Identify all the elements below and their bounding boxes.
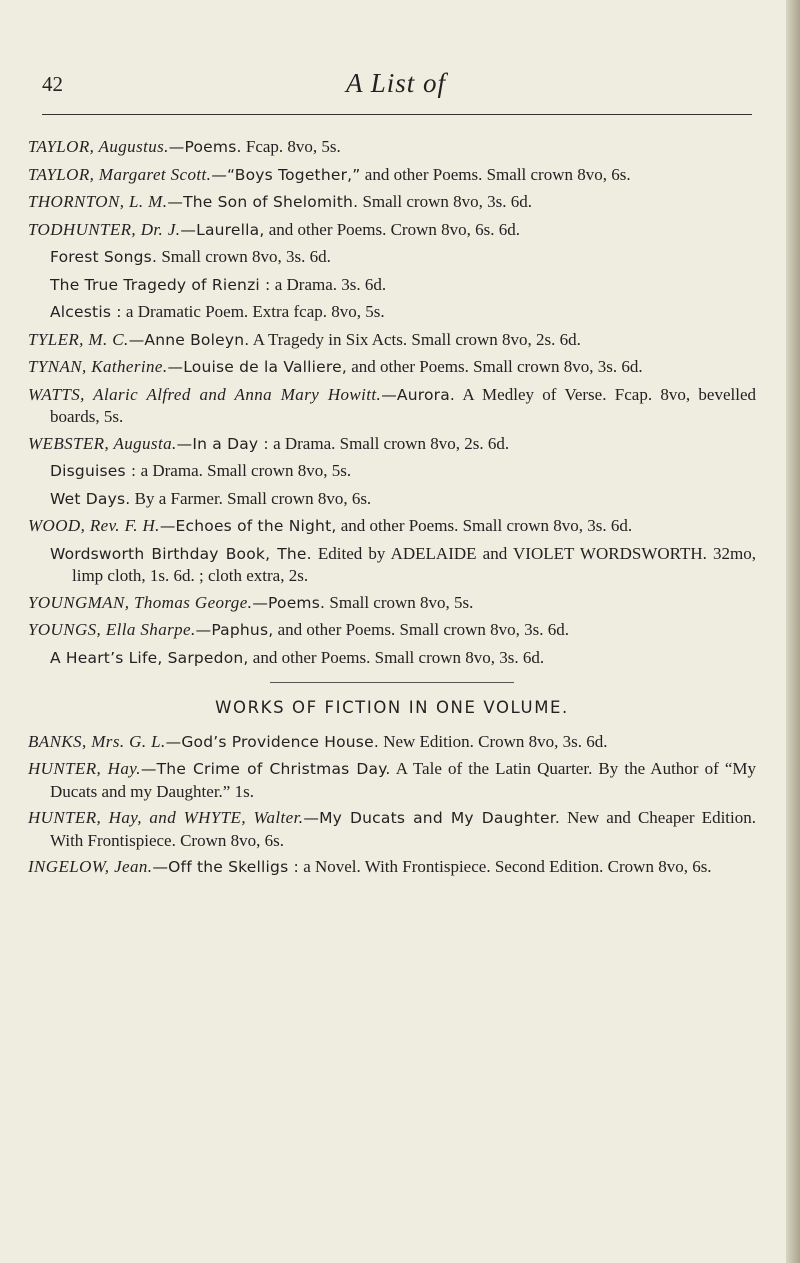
entry-title: Wordsworth Birthday Book, The.	[50, 544, 312, 563]
entry-details: By a Farmer. Small crown 8vo, 6s.	[130, 488, 372, 508]
entry-author: TODHUNTER, Dr. J.	[28, 219, 181, 239]
catalogue-entry	[28, 329, 756, 352]
catalogue-entry	[28, 592, 756, 615]
entry-title: —Aurora.	[381, 385, 456, 404]
entry-details: Edited by ADELAIDE and VIOLET WORDSWORTH. 32mo, limp cloth, 1s. 6d. ; cloth extra, 2s.	[72, 543, 756, 585]
entry-details: A Medley of Verse. Fcap. 8vo, bevelled boards, 5s.	[50, 384, 757, 426]
catalogue-entry	[28, 619, 756, 642]
catalogue-list	[28, 136, 756, 884]
catalogue-entry	[28, 807, 756, 851]
entry-details: a Drama. 3s. 6d.	[270, 274, 387, 294]
section-divider	[270, 682, 514, 683]
entry-title: —Louise de la Valliere,	[167, 358, 348, 376]
entry-author: TAYLOR, Margaret Scott.	[28, 164, 212, 184]
entry-details: and other Poems. Small crown 8vo, 3s. 6d.	[336, 516, 633, 535]
entry-details: New and Cheaper Edition. With Frontispiece. Crown 8vo, 6s.	[50, 808, 756, 850]
section-heading: WORKS OF FICTION IN ONE VOLUME.	[215, 698, 569, 717]
fiction-entries	[28, 731, 756, 879]
catalogue-entry	[28, 191, 756, 214]
catalogue-entry	[28, 246, 756, 269]
entry-details: and other Poems. Small crown 8vo, 3s. 6d.	[347, 357, 643, 376]
entry-details: and other Poems. Small crown 8vo, 3s. 6d.	[248, 647, 545, 667]
entry-details: Fcap. 8vo, 5s.	[241, 137, 341, 156]
entry-title: —Paphus,	[195, 621, 274, 639]
entry-title: A Heart’s Life, Sarpedon,	[50, 648, 249, 667]
entry-title: —In a Day :	[176, 434, 269, 453]
entry-details: A Tragedy in Six Acts. Small crown 8vo, 2s. 6d.	[249, 329, 581, 349]
entry-details: and other Poems. Small crown 8vo, 6s.	[360, 164, 631, 184]
entry-author: YOUNGMAN, Thomas George.	[28, 592, 253, 612]
catalogue-entry	[28, 515, 756, 538]
entry-author: HUNTER, Hay.	[28, 759, 141, 778]
entry-details: a Novel. With Frontispiece. Second Edition. Crown 8vo, 6s.	[298, 857, 712, 876]
entry-title: —Anne Boleyn.	[128, 330, 250, 349]
entry-details: Small crown 8vo, 5s.	[325, 592, 474, 612]
catalogue-entry	[28, 758, 756, 802]
entry-author: INGELOW, Jean.	[28, 857, 153, 876]
entry-author: TYLER, M. C.	[28, 329, 129, 349]
entry-author: BANKS, Mrs. G. L.	[28, 731, 166, 751]
entry-author: TYNAN, Katherine.	[28, 357, 168, 376]
entry-details: A Tale of the Latin Quarter. By the Author of “My Ducats and my Daughter.” 1s.	[50, 759, 757, 801]
running-title: A List of	[345, 68, 447, 98]
entry-details: a Dramatic Poem. Extra fcap. 8vo, 5s.	[121, 302, 385, 321]
page-edge	[786, 0, 800, 1263]
entry-details: and other Poems. Small crown 8vo, 3s. 6d.	[273, 620, 569, 639]
catalogue-entry	[28, 731, 756, 754]
catalogue-entry	[28, 384, 756, 428]
catalogue-entry	[28, 136, 756, 159]
entry-author: TAYLOR, Augustus.	[28, 137, 169, 156]
entry-title: —Poems.	[168, 138, 242, 156]
entry-title: —God’s Providence House.	[165, 732, 379, 751]
header-rule	[42, 114, 752, 115]
entry-title: —Off the Skelligs :	[152, 858, 299, 876]
catalogue-entry	[28, 647, 756, 670]
entry-author: HUNTER, Hay, and WHYTE, Walter.	[28, 808, 304, 827]
poetry-entries	[28, 136, 756, 669]
entry-details: and other Poems. Crown 8vo, 6s. 6d.	[264, 219, 520, 239]
entry-title: —My Ducats and My Daughter.	[303, 809, 560, 827]
entry-details: Small crown 8vo, 3s. 6d.	[157, 247, 331, 266]
entry-title: Disguises :	[50, 462, 137, 480]
catalogue-entry	[28, 301, 756, 324]
catalogue-entry	[28, 856, 756, 879]
entry-title: —Poems.	[252, 593, 326, 612]
catalogue-entry	[28, 274, 756, 297]
entry-details: New Edition. Crown 8vo, 3s. 6d.	[378, 731, 608, 751]
catalogue-entry	[28, 219, 756, 242]
catalogue-entry	[28, 433, 756, 456]
entry-author: WEBSTER, Augusta.	[28, 433, 177, 453]
page-number: 42	[42, 72, 63, 96]
entry-title: Forest Songs.	[50, 248, 158, 266]
entry-details: a Drama. Small crown 8vo, 2s. 6d.	[268, 433, 510, 453]
entry-title: —Laurella,	[180, 220, 265, 239]
entry-title: Wet Days.	[50, 489, 131, 508]
entry-title: Alcestis :	[50, 303, 122, 321]
catalogue-entry	[28, 543, 756, 587]
entry-title: —Echoes of the Night,	[159, 517, 337, 535]
entry-title: —The Son of Shelomith.	[167, 193, 359, 211]
page-header	[42, 68, 750, 108]
catalogue-entry	[28, 356, 756, 379]
entry-title: —The Crime of Christmas Day.	[140, 760, 391, 778]
entry-author: WOOD, Rev. F. H.	[28, 516, 160, 535]
entry-title: The True Tragedy of Rienzi :	[50, 275, 271, 294]
entry-author: WATTS, Alaric Alfred and Anna Mary Howitt.	[28, 384, 382, 404]
catalogue-entry	[28, 488, 756, 511]
entry-author: YOUNGS, Ella Sharpe.	[28, 620, 196, 639]
entry-author: THORNTON, L. M.	[28, 192, 168, 211]
entry-title: —“Boys Together,”	[211, 165, 361, 184]
catalogue-entry	[28, 460, 756, 483]
entry-details: Small crown 8vo, 3s. 6d.	[358, 192, 532, 211]
catalogue-entry	[28, 164, 756, 187]
entry-details: a Drama. Small crown 8vo, 5s.	[136, 461, 352, 480]
